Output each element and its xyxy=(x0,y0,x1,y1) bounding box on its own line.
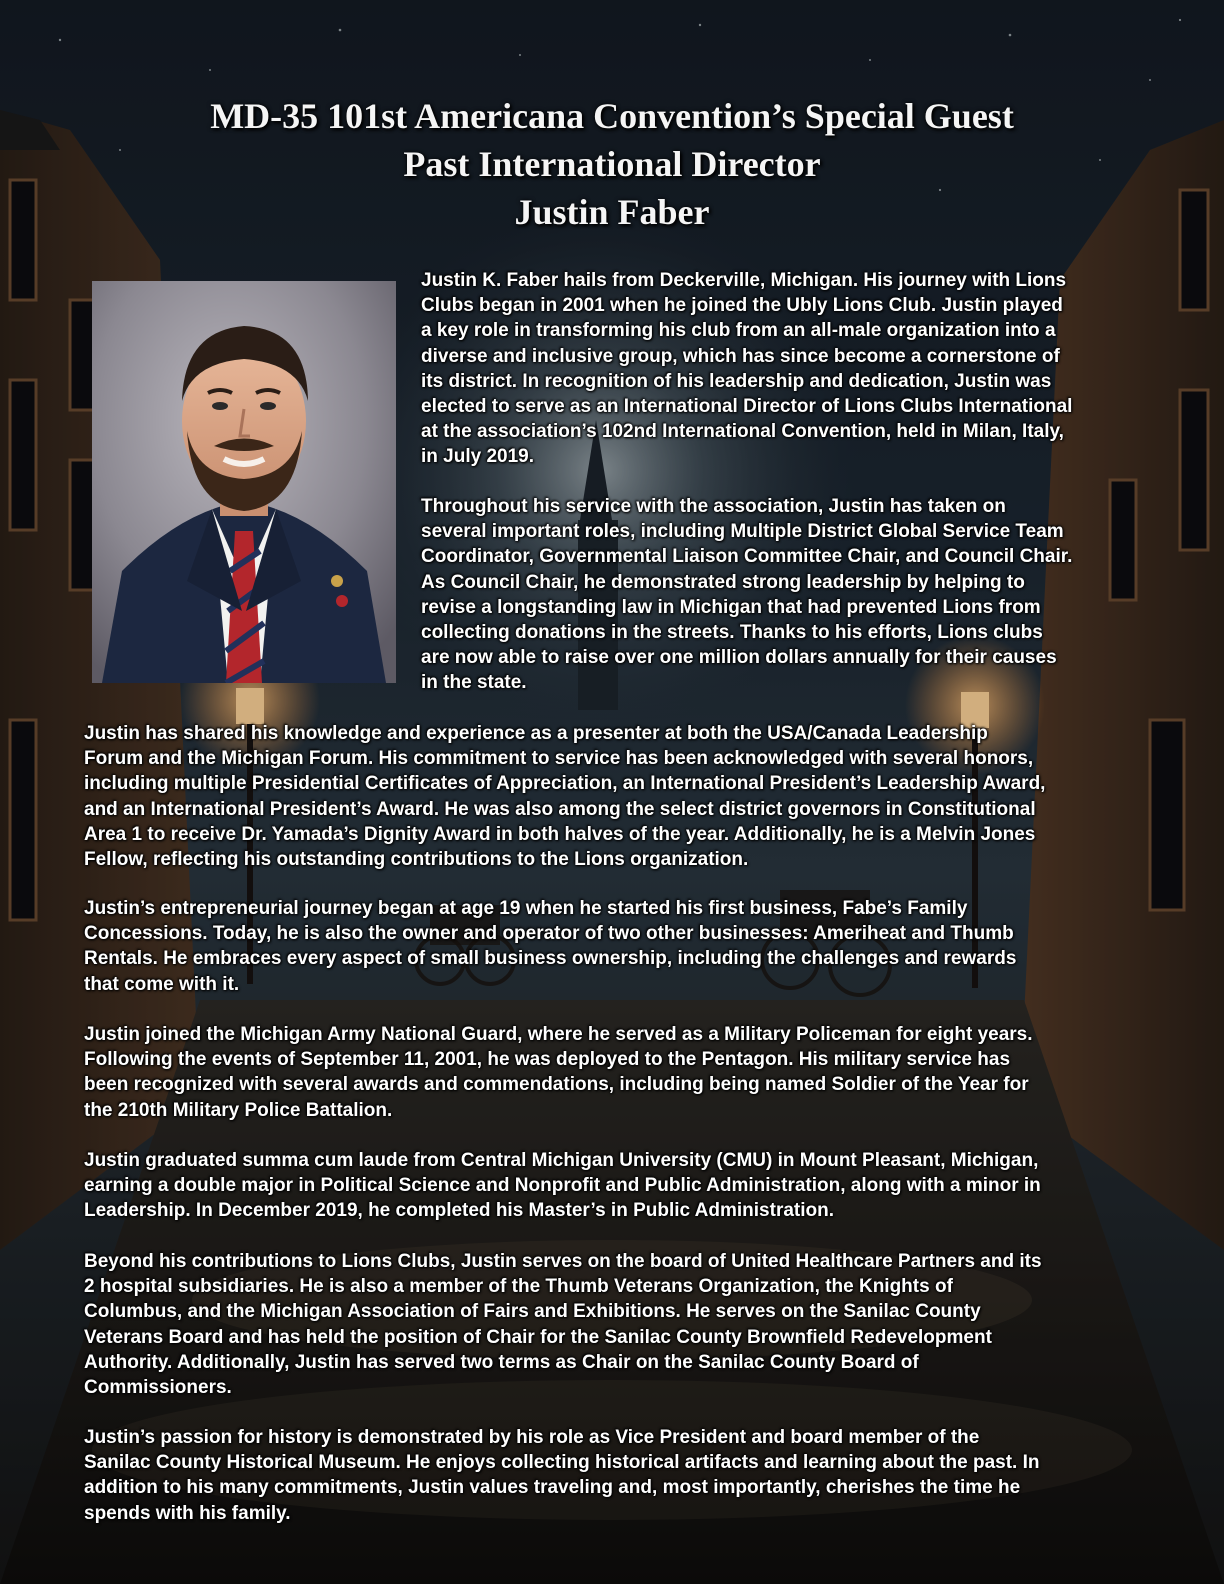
text-line: revise a longstanding law in Michigan that had prevented Lions from xyxy=(421,596,1041,618)
text-line: Coordinator, Governmental Liaison Committee Chair, and Council Chair. xyxy=(421,546,1073,568)
text-line: including multiple Presidential Certificates of Appreciation, an International President’s Leadership Award, xyxy=(84,773,1046,795)
text-line: at the association’s 102nd International Convention, held in Milan, Italy, xyxy=(421,421,1064,443)
text-line: Justin has shared his knowledge and experience as a presenter at both the USA/Canada Leadership xyxy=(84,723,988,744)
text-line: several important roles, including Multiple District Global Service Team xyxy=(421,521,1064,543)
text-line: elected to serve as an International Director of Lions Clubs International xyxy=(421,396,1073,418)
bio-paragraph-roles xyxy=(421,494,1072,696)
text-line: Beyond his contributions to Lions Clubs, Justin serves on the board of United Healthcare Partners and its xyxy=(84,1251,1042,1272)
bio-paragraph-honors xyxy=(84,721,1045,872)
text-line: been recognized with several awards and commendations, including being named Soldier of the Year for xyxy=(84,1074,1029,1096)
text-line: in the state. xyxy=(421,672,527,694)
bio-paragraph-education xyxy=(84,1148,1041,1224)
text-line: Sanilac County Historical Museum. He enjoys collecting historical artifacts and learning about the past. In xyxy=(84,1452,1040,1474)
text-line: diverse and inclusive group, which has since become a cornerstone of xyxy=(421,345,1060,367)
text-line: Justin graduated summa cum laude from Central Michigan University (CMU) in Mount Pleasant, Michigan, xyxy=(84,1150,1039,1171)
text-line: in July 2019. xyxy=(421,446,535,468)
text-line: 2 hospital subsidiaries. He is also a member of the Thumb Veterans Organization, the Knights of xyxy=(84,1276,953,1298)
text-line: Authority. Additionally, Justin has served two terms as Chair on the Sanilac County Board of xyxy=(84,1351,919,1373)
text-line: that come with it. xyxy=(84,973,240,995)
text-line: are now able to raise over one million dollars annually for their causes xyxy=(421,647,1057,669)
text-line: collecting donations in the streets. Thanks to his efforts, Lions clubs xyxy=(421,622,1043,644)
text-line: Following the events of September 11, 2001, he was deployed to the Pentagon. His military service has xyxy=(84,1049,1011,1071)
text-line: and an International President’s Award. He was also among the select district governors in Constitutional xyxy=(84,798,1036,820)
text-line: Forum and the Michigan Forum. His commitment to service has been acknowledged with several honors, xyxy=(84,748,1034,770)
text-line: Concessions. Today, he is also the owner and operator of two other businesses: Ameriheat and Thumb xyxy=(84,923,1014,945)
bio-paragraph-boards xyxy=(84,1249,1042,1400)
text-line: earning a double major in Political Science and Nonprofit and Public Administration, along with a minor in xyxy=(84,1175,1041,1197)
text-line: Commissioners. xyxy=(84,1377,232,1399)
title-line-2: Past International Director xyxy=(403,144,821,184)
text-line: addition to his many commitments, Justin values traveling and, most importantly, cherishes the time he xyxy=(84,1477,1021,1499)
text-line: Rentals. He embraces every aspect of small business ownership, including the challenges and rewards xyxy=(84,948,1017,970)
portrait-photo xyxy=(92,281,396,683)
bio-paragraph-military xyxy=(84,1022,1033,1123)
text-line: Throughout his service with the association, Justin has taken on xyxy=(421,496,1006,517)
text-line: Justin K. Faber hails from Deckerville, Michigan. His journey with Lions xyxy=(421,270,1067,291)
text-line: spends with his family. xyxy=(84,1502,291,1524)
text-line: a key role in transforming his club from an all-male organization into a xyxy=(421,320,1056,342)
text-line: As Council Chair, he demonstrated strong leadership by helping to xyxy=(421,571,1025,593)
text-line: Veterans Board and has held the position of Chair for the Sanilac County Brownfield Redevelopment xyxy=(84,1326,992,1348)
text-line: Justin’s passion for history is demonstrated by his role as Vice President and board member of the xyxy=(84,1427,980,1448)
page-title xyxy=(0,92,1224,236)
text-line: the 210th Military Police Battalion. xyxy=(84,1099,393,1121)
text-line: Clubs began in 2001 when he joined the Ubly Lions Club. Justin played xyxy=(421,295,1063,317)
text-line: Columbus, and the Michigan Association of Fairs and Exhibitions. He serves on the Sanilac County xyxy=(84,1301,981,1323)
text-line: Justin’s entrepreneurial journey began at age 19 when he started his first business, Fabe’s Family xyxy=(84,898,968,919)
bio-paragraph-history xyxy=(84,1425,1039,1526)
title-line-3: Justin Faber xyxy=(514,192,710,232)
text-line: Justin joined the Michigan Army National Guard, where he served as a Military Policeman for eight years. xyxy=(84,1024,1033,1045)
bio-paragraph-intro xyxy=(421,268,1072,470)
text-line: Fellow, reflecting his outstanding contributions to the Lions organization. xyxy=(84,849,749,871)
text-line: Area 1 to receive Dr. Yamada’s Dignity Award in both halves of the year. Additionally, he is a Melvin Jones xyxy=(84,823,1036,845)
title-line-1: MD-35 101st Americana Convention’s Special Guest xyxy=(210,96,1014,136)
text-line: its district. In recognition of his leadership and dedication, Justin was xyxy=(421,370,1052,392)
text-line: Leadership. In December 2019, he completed his Master’s in Public Administration. xyxy=(84,1200,835,1222)
bio-paragraph-business xyxy=(84,896,1016,997)
